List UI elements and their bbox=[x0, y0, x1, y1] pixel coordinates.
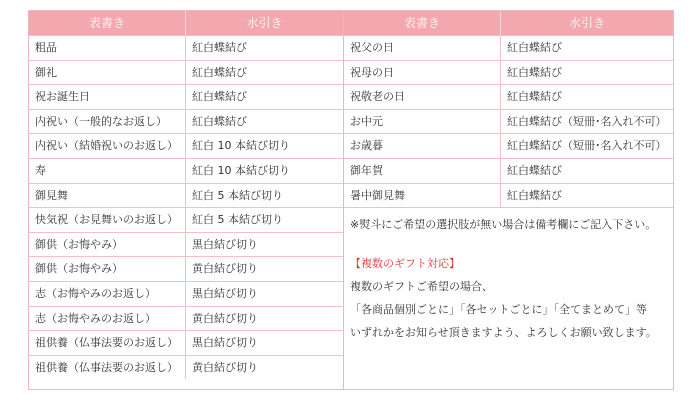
right-table-header bbox=[344, 11, 673, 35]
left-table-body bbox=[29, 35, 343, 379]
omotegaki-cell: 内祝い（結婚祝いのお返し） bbox=[29, 134, 186, 158]
table-row bbox=[29, 232, 343, 257]
table-row bbox=[29, 355, 343, 380]
mizuhiki-cell: 黒白結び切り bbox=[192, 336, 258, 350]
mizuhiki-cell: 紅白 10 本結び切り bbox=[192, 139, 290, 153]
mizuhiki-cell: 紅白蝶結び bbox=[507, 41, 562, 54]
omotegaki-cell: お歳暮 bbox=[344, 134, 501, 158]
noshi-table bbox=[29, 11, 673, 389]
gift-line-2: 「各商品個別ごとに」「各セットごとに」「全てまとめて」等 bbox=[350, 303, 647, 317]
right-table-body bbox=[344, 35, 673, 207]
table-row bbox=[29, 84, 343, 109]
table-row bbox=[344, 133, 673, 158]
omotegaki-cell: 志（お悔やみのお返し） bbox=[29, 307, 186, 331]
mizuhiki-cell: 紅白蝶結び bbox=[192, 114, 247, 128]
mizuhiki-cell: 紅白蝶結び bbox=[192, 65, 247, 79]
table-row bbox=[344, 158, 673, 183]
table-row bbox=[29, 158, 343, 183]
omotegaki-cell: 暑中御見舞 bbox=[344, 184, 501, 208]
mizuhiki-cell: 紅白蝶結び bbox=[507, 90, 562, 104]
noshi-table-panel bbox=[28, 10, 674, 390]
table-row bbox=[29, 256, 343, 281]
table-row bbox=[344, 84, 673, 109]
header-mizuhiki: 水引き bbox=[568, 16, 605, 30]
mizuhiki-cell: 黄白結び切り bbox=[192, 311, 258, 325]
mizuhiki-cell: 紅白蝶結び bbox=[192, 41, 247, 54]
omotegaki-cell: 御見舞 bbox=[29, 184, 186, 208]
omotegaki-cell: 御供（お悔やみ） bbox=[29, 233, 186, 257]
omotegaki-cell: 寿 bbox=[29, 159, 186, 183]
gift-line-1: 複数のギフトご希望の場合、 bbox=[350, 280, 493, 294]
table-row bbox=[29, 60, 343, 85]
table-row bbox=[29, 183, 343, 208]
table-row bbox=[29, 330, 343, 355]
mizuhiki-cell: 紅白 5 本結び切り bbox=[192, 188, 283, 202]
left-table-header bbox=[29, 11, 343, 35]
right-table bbox=[344, 11, 673, 389]
note-no-option: ※熨斗にご希望の選択肢が無い場合は備考欄にご記入下さい。 bbox=[350, 218, 657, 232]
table-row bbox=[29, 281, 343, 306]
mizuhiki-cell: 紅白蝶結び（短冊･名入れ不可） bbox=[507, 114, 667, 128]
mizuhiki-cell: 紅白蝶結び bbox=[507, 188, 562, 202]
omotegaki-cell: 祖供養（仏事法要のお返し） bbox=[29, 331, 186, 355]
mizuhiki-cell: 紅白 10 本結び切り bbox=[192, 163, 290, 177]
header-omotegaki: 表書き bbox=[29, 11, 186, 35]
header-mizuhiki: 水引き bbox=[246, 16, 283, 30]
table-row bbox=[344, 60, 673, 85]
table-row bbox=[344, 183, 673, 208]
omotegaki-cell: 粗品 bbox=[29, 36, 186, 60]
omotegaki-cell: 御礼 bbox=[29, 61, 186, 85]
omotegaki-cell: 祝お誕生日 bbox=[29, 85, 186, 109]
left-table bbox=[29, 11, 343, 389]
omotegaki-cell: 祝母の日 bbox=[344, 61, 501, 85]
mizuhiki-cell: 黄白結び切り bbox=[192, 262, 258, 276]
omotegaki-cell: 御供（お悔やみ） bbox=[29, 257, 186, 281]
omotegaki-cell: 内祝い（一般的なお返し） bbox=[29, 110, 186, 134]
omotegaki-cell: 祝父の日 bbox=[344, 36, 501, 60]
mizuhiki-cell: 紅白蝶結び（短冊･名入れ不可） bbox=[507, 139, 667, 153]
omotegaki-cell: 志（お悔やみのお返し） bbox=[29, 282, 186, 306]
gift-line-3: いずれかをお知らせ頂きますよう、よろしくお願い致します。 bbox=[350, 326, 657, 340]
table-row bbox=[29, 133, 343, 158]
table-row bbox=[29, 35, 343, 60]
table-row bbox=[344, 35, 673, 60]
header-omotegaki: 表書き bbox=[344, 11, 501, 35]
omotegaki-cell: 祝敬老の日 bbox=[344, 85, 501, 109]
omotegaki-cell: 快気祝（お見舞いのお返し） bbox=[29, 208, 186, 232]
table-row bbox=[344, 109, 673, 134]
mizuhiki-cell: 黒白結び切り bbox=[192, 237, 258, 251]
mizuhiki-cell: 紅白蝶結び bbox=[507, 65, 562, 79]
notes-section bbox=[344, 207, 673, 344]
mizuhiki-cell: 紅白 5 本結び切り bbox=[192, 213, 283, 227]
omotegaki-cell: 祖供養（仏事法要のお返し） bbox=[29, 356, 186, 380]
table-row bbox=[29, 109, 343, 134]
omotegaki-cell: 御年賀 bbox=[344, 159, 501, 183]
mizuhiki-cell: 紅白蝶結び bbox=[507, 163, 562, 177]
gift-heading: 【複数のギフト対応】 bbox=[350, 257, 460, 271]
mizuhiki-cell: 黄白結び切り bbox=[192, 360, 258, 374]
mizuhiki-cell: 黒白結び切り bbox=[192, 286, 258, 300]
table-row bbox=[29, 306, 343, 331]
mizuhiki-cell: 紅白蝶結び bbox=[192, 90, 247, 104]
table-row bbox=[29, 207, 343, 232]
omotegaki-cell: お中元 bbox=[344, 110, 501, 134]
